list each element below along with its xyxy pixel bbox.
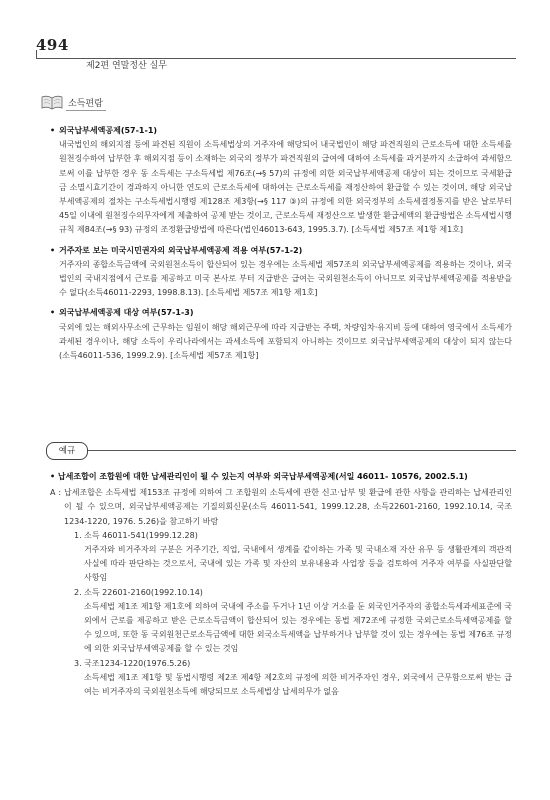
reference-title: 3. 국조1234-1220(1976.5.26): [74, 658, 191, 668]
ruling-item: [50, 244, 512, 301]
section-underline: [66, 110, 106, 111]
main-content: [50, 124, 512, 369]
bullet-icon: •: [50, 472, 58, 481]
ruling-item: [50, 124, 512, 238]
example-answer: A : 납세조합은 소득세법 제153조 규정에 의하여 그 조합원의 소득세에 관한 신고·납부 및 환급에 관한 사항을 관리하는 납세관리인이 될 수 있으며, 외국납부세액공제는 기질의회신문(소득 46011-541, 1999.12.28, 소득22601-2160, 1992.10.14, 국조 1234-1220, 1976. 5.26)을 참고하기 바람: [50, 488, 512, 526]
example-divider: [46, 450, 516, 451]
reference-body: 소득세법 제1조 제1항 제1호에 의하여 국내에 주소를 두거나 1년 이상 거소를 둔 외국인거주자의 종합소득세과세표준에 국외에서 근로를 제공하고 받은 근로소득금액이 합산되어 있는 경우에는 동법 제72조에 규정한 국외근로소득세액공제를 할 수 있으며, 또한 동 국외원천근로소득금액에 대한 외국소득세액을 납부하거나 납부할 것이 있는 경우에는 동법 제76조 규정에 의한 외국납부세액공제를 할 수 있는 것임: [84, 601, 512, 654]
page-header: [36, 36, 516, 76]
bullet-icon: •: [50, 308, 56, 318]
ruling-title: • 거주자로 보는 미국시민권자의 외국납부세액공제 적용 여부(57-1-2): [50, 244, 512, 258]
header-tick: [36, 50, 37, 58]
reference-body: 거주자와 비거주자의 구분은 거주기간, 직업, 국내에서 생계를 같이하는 가족 및 국내소재 자산 유무 등 생활관계의 객관적 사실에 따라 판단하는 것으로서, 국내에 있는 가족 및 자산의 보유내용과 사업장 등을 검토하여 거주자 여부를 사실판단할 사항임: [84, 545, 512, 583]
ruling-body: 거주자의 종합소득금액에 국외원천소득이 합산되어 있는 경우에는 소득세법 제57조의 외국납부세액공제를 적용하는 것이나, 외국법인의 국내지점에서 근로를 제공하고 미국 본사로 부터 지급받은 급여는 국외원천소득이 아니므로 외국납부세액공제를 적용받을 수 없다(소득46011-2293, 1998.8.13). [소득세법 제57조 제1항 제1호]: [59, 259, 512, 298]
ruling-item: [50, 306, 512, 363]
example-question: • 납세조합이 조합원에 대한 납세관리인이 될 수 있는지 여부와 외국납부세액공제(서일 46011- 10576, 2002.5.1): [50, 472, 468, 481]
bullet-icon: •: [50, 245, 56, 255]
example-badge: 예규: [46, 442, 88, 460]
reference-title: 1. 소득 46011-541(1999.12.28): [74, 530, 198, 540]
ruling-body: 국외에 있는 해외사무소에 근무하는 임원이 해당 해외근무에 따라 지급받는 주택, 차량임차·유지비 등에 대하여 영국에서 소득세가 과세된 경우이나, 해당 소득이 우리나라에서는 과세소득에 포함되지 아니하는 것이므로 외국납부세액공제의 대상이 되지 않는다(소득46011-536, 1999.2.9). [소득세법 제57조 제1항]: [59, 322, 512, 361]
page-number: 494: [36, 36, 69, 54]
reference-title: 2. 소득 22601-2160(1992.10.14): [74, 587, 203, 597]
ruling-title: • 외국납부세액공제(57-1-1): [50, 124, 512, 138]
chapter-title: 제2편 연말정산 실무: [86, 61, 168, 71]
example-qa: [50, 470, 512, 699]
ruling-body: 내국법인의 해외지점 등에 파견된 직원이 소득세법상의 거주자에 해당되어 내국법인이 해당 파견직원의 근로소득에 대한 소득세를 원천징수하여 납부한 후 해외지점 등이 소재하는 외국의 정부가 파견직원의 급여에 대하여 소득세를 과거분까지 소급하여 과세함으로써 이를 납부한 경우 동 소득세는 구소득세법 제76조(→§ 57)의 규정에 의한 외국납부세액공제 대상이 되는 것이므로 국세환급금 소멸시효기간이 경과하지 아니한 연도의 근로소득세에 대하여는 근로소득세를 재정산하여 환급할 수 있는 것이며, 해당 외국납부세액공제의 절차는 구소득세법시행령 제128조 제3항(→§ 117 ③)의 규정에 의한 외국정부의 소득세결정통지를 받은 날로부터 45일 이내에 원천징수의무자에게 제출하여 공제 받는 것이고, 근로소득세 재정산으로 발생한 환급세액의 환급방법은 소득세법시행규칙 제84조(→§ 93) 규정의 조정환급방법에 따른다(법인46013-643, 1995.3.7). [소득세법 제57조 제1항 제1호]: [59, 140, 512, 235]
section-label: 소득편람: [68, 99, 103, 109]
reference-item: [74, 657, 512, 700]
ruling-title: • 외국납부세액공제 대상 여부(57-1-3): [50, 306, 512, 320]
reference-body: 소득세법 제1조 제1항 및 동법시행령 제2조 제4항 제2호의 규정에 의한 비거주자인 경우, 외국에서 근무함으로써 받는 급여는 비거주자의 국외원천소득에 해당되므로 소득세법상 납세의무가 없음: [84, 672, 512, 697]
bullet-icon: •: [50, 126, 56, 135]
reference-item: [74, 586, 512, 657]
reference-item: [74, 529, 512, 586]
book-icon: [40, 94, 64, 110]
reference-list: [50, 529, 512, 699]
section-heading: [40, 92, 240, 112]
